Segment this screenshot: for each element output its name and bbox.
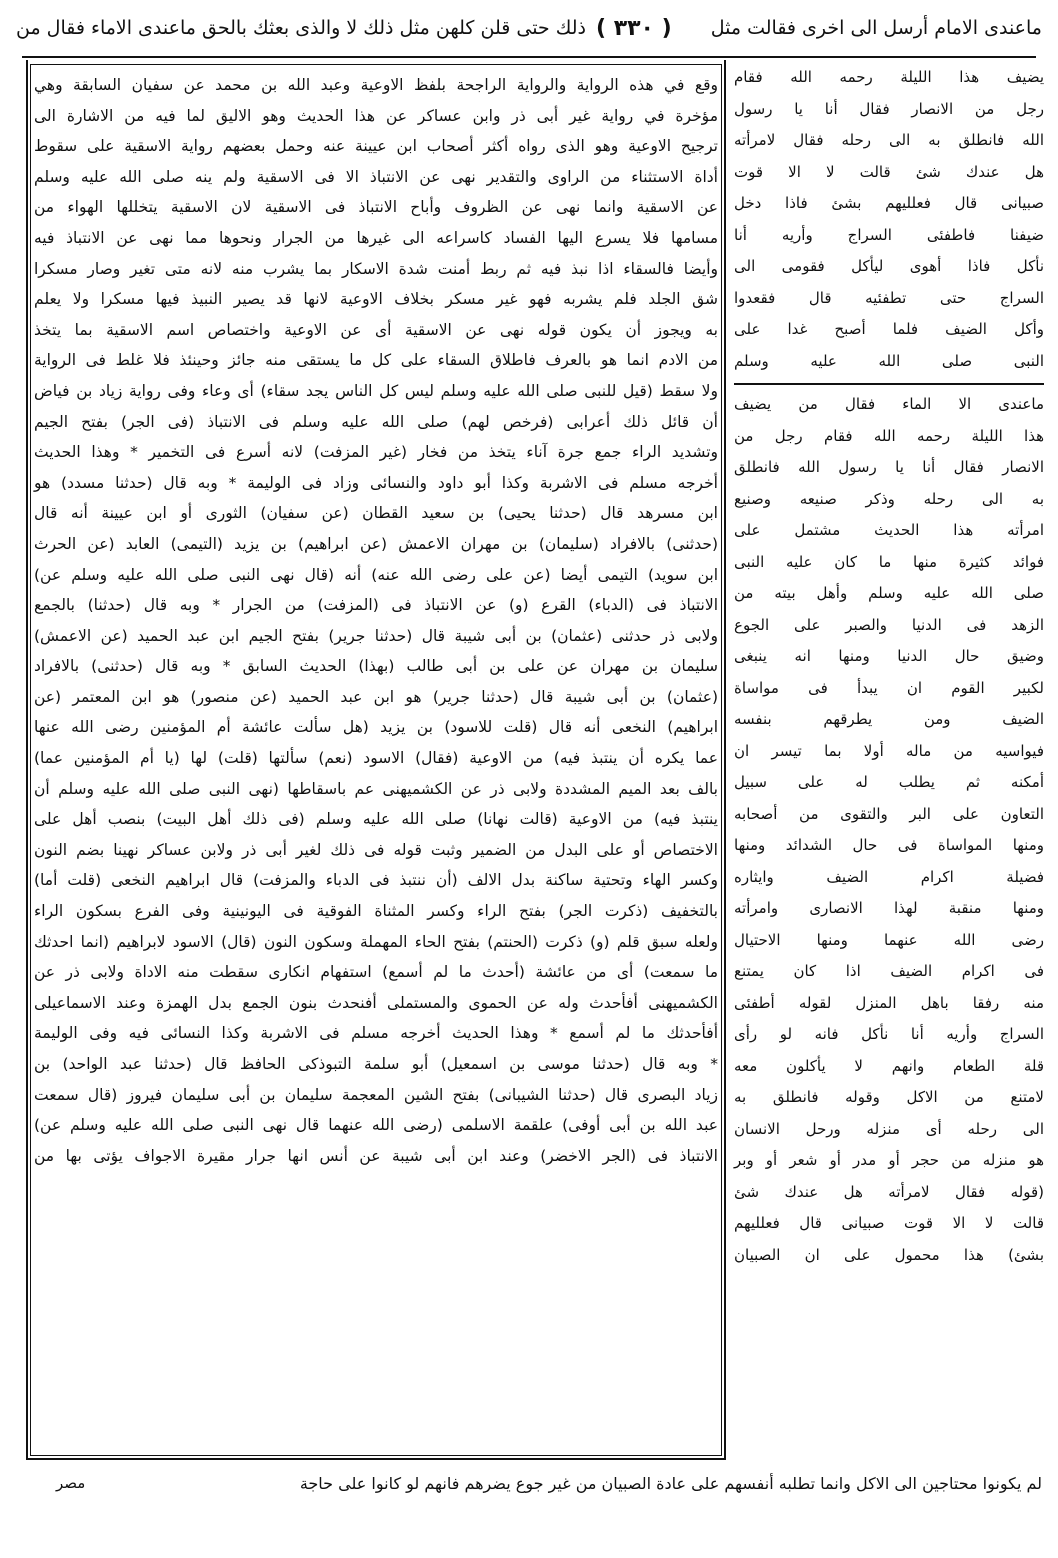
main-text-line: ما سمعت) أى من عائشة (أحدث ما لم أسمع) استفهام انكارى سقطت منه الاداة ولابى ذر عن <box>34 963 718 982</box>
margin-text-line: منه رفقا باهل المنزل لقوله أطفئى <box>734 993 1044 1012</box>
margin-divider <box>734 383 1044 385</box>
margin-text-line: أمكنه ثم يطلب له على سبيل <box>734 773 1044 791</box>
page-header <box>16 6 1042 50</box>
main-text-line: أخرجه مسلم فى الاشربة وكذا أبو داود والنسائى وزاد فى الوليمة * وبه قال (حدثنا مسدد) هو <box>34 473 718 492</box>
main-text-line: شق الجلد فلم يشربه فهو غير مسكر بخلاف الاوعية لانها قد يصير النبيذ فيها مسكرا ولا يعلم <box>34 290 718 309</box>
margin-text-line: وأكل الضيف فلما أصبح غدا على <box>734 320 1044 338</box>
margin-text-line: الله فانطلق به الى رحله فقال لامرأته <box>734 131 1044 149</box>
margin-text-line: وضيق حال الدنيا ومنها انه ينبغى <box>734 647 1044 665</box>
main-text-line: سليمان بن مهران عن على بن أبى طالب (بهذا) الحديث السابق * وبه قال (حدثنى) بالافراد <box>34 657 718 676</box>
margin-text-line: صبيانى قال فعلليهم بشئ فاذا دخل <box>734 194 1044 212</box>
main-text-line: وكسر الهاء وتحتية ساكنة بدل الالف (أن ننتبذ فى الدباء والمزفت) قال ابراهيم النخعى (قلت أما) <box>34 871 718 890</box>
margin-text-line: فى اكرام الضيف اذا كان يمتنع <box>734 962 1044 980</box>
margin-text-line: الانصار فقال أنا يا رسول الله فانطلق <box>734 458 1044 476</box>
main-text-line: الانتباذ فى (الجر الاخضر) وعند ابن أبى شيبة عن أنس انها جرار مقيرة الاجواف يؤتى بها من <box>34 1146 718 1165</box>
margin-text-line: النبى صلى الله عليه وسلم <box>734 351 1044 370</box>
main-text-line: عن الاسقية وانما نهى عن الظروف وأباح الانتباذ فى الاسقية لان الاسقية يتخللها الهواء من <box>34 198 718 217</box>
main-text-line: زياد البصرى قال (حدثنا الشيبانى) بفتح الشين المعجمة سليمان بن أبى سليمان فيروز (قال سمعت <box>34 1085 718 1104</box>
margin-text-line: نأكل فاذا أهوى ليأكل فقومى الى <box>734 257 1044 275</box>
margin-text-line: ضيفنا فاطفئى السراج وأريه أنا <box>734 225 1044 244</box>
margin-text-line: يضيف هذا الليلة رحمه الله فقام <box>734 68 1044 86</box>
main-text-line: ولعله سبق قلم (و) ذكرت (الحنتم) بفتح الحاء المهملة وسكون النون (قال) الاسود لابراهيم (انما احدثك <box>34 932 718 951</box>
margin-text-line: قلة الطعام وانهم لا يأكلون معه <box>734 1056 1044 1075</box>
main-text-line: (حدثنى) بالافراد (سليمان) بن مهران الاعمش (عن ابراهيم) بن يزيد (التيمى) العابد (عن الحرث <box>34 534 718 553</box>
main-text-line: بالتخفيف (ذكرت الجر) بفتح الراء وكسر المثناة الفوقية فى اليونينية وفى الفرع بسكون الراء <box>34 902 718 921</box>
margin-column <box>734 62 1044 1462</box>
main-text-line: وأيضا فالسقاء اذا نبذ فيه ثم ربط أمنت شدة الاسكار بما يشرب منه لانه متى تغير وصار مسكرا <box>34 259 718 278</box>
page-number: ( ٣٣٠ ) <box>595 15 672 41</box>
main-text-line: ترجيح الاوعية وهو الذى رواه أكثر أصحاب ابن عيينة عنه وحمل بعضهم رواية الاسقية على سقوط <box>34 137 718 156</box>
margin-text-line: ومنها منقبة لهذا الانصارى وامرأته <box>734 899 1044 917</box>
main-text-line: مؤخرة في رواية غير أبى ذر وابن عساكر عن هذا الحديث وهو الاليق لما فيه من الاشارة الى <box>34 106 718 125</box>
page-footer <box>56 1462 1042 1504</box>
margin-text-line: الضيف ومن يطرقهم بنفسه <box>734 710 1044 728</box>
main-text-line: بالف بعد الميم المشددة ولابى ذر عن الكشميهنى عم باسقاطها (نهى النبى صلى الله عليه وسلم أن <box>34 779 718 798</box>
main-text-line: من الادم انما هو بالعرف فاطلاق السقاء على كل ما يستقى منه جائز وحينئذ فلا غلط فى الرواية <box>34 351 718 370</box>
main-commentary-column <box>34 70 718 1450</box>
margin-text-line: هو منزله من حجر أو مدر أو شعر أو وبر <box>734 1151 1044 1169</box>
main-text-line: عبد الله بن أبى أوفى) علقمة الاسلمى (رضى الله عنهما قال نهى النبى صلى الله عليه وسلم عن) <box>34 1116 718 1135</box>
main-text-line: ينتبذ فيه) من الاوعية (قالت نهانا) صلى الله عليه وسلم (فى ذلك أهل البيت) بنصب أهل على <box>34 810 718 829</box>
main-text-line: ابراهيم) النخعى أنه قال (قلت للاسود) بن يزيد (هل سألت عائشة أم المؤمنين رضى الله عنها <box>34 718 718 737</box>
main-text-line: أداة الاستثناء من الراوى والتقدير نهى عن الانتباذ الا فى الاسقية ولم ينه صلى الله عليه وسلم <box>34 167 718 186</box>
margin-text-line: بشئ) هذا محمول على ان الصبيان <box>734 1245 1044 1264</box>
margin-text-line: صلى الله عليه وسلم وأهل بيته من <box>734 584 1044 602</box>
main-text-line: أن قائل ذلك أعرابى (فرخص لهم) صلى الله عليه وسلم فى الانتباذ (فى الجر) بفتح الجيم <box>34 412 718 431</box>
main-text-line: (عثمان) بن أبى شيبة قال (حدثنا جرير) هو ابن عبد الحميد (عن منصور) هو ابن المعتمر (عن <box>34 687 718 706</box>
margin-text-line: التعاون على البر والتقوى من أصحابه <box>734 804 1044 823</box>
main-text-line: الاختصاص أو على البدل من الضمير وثبت قوله فى ذلك لغير أبى ذر ولابن عساكر نهينا بضم النون <box>34 840 718 859</box>
main-text-line: ولابى ذر حدثنى (عثمان) بن أبى شيبة قال (حدثنا جرير) بفتح الجيم ابن عبد الحميد (عن الاعمش) <box>34 626 718 645</box>
margin-text-line: الى رحله أى منزله ورحل الانسان <box>734 1119 1044 1138</box>
margin-text-line: هذا الليلة رحمه الله فقام رجل من <box>734 426 1044 445</box>
margin-text-line: الزهد فى الدنيا والصبر على الجوع <box>734 615 1044 634</box>
margin-text-line: فضيلة اكرام الضيف وايثاره <box>734 867 1044 886</box>
main-text-line: أفأحدثك ما لم أسمع * وهذا الحديث أخرجه مسلم فى الاشربة وكذا النسائى فيه وفى الوليمة <box>34 1024 718 1043</box>
margin-text-line: امرأته هذا الحديث مشتمل على <box>734 521 1044 539</box>
header-left-text: ذلك حتى قلن كلهن مثل ذلك لا والذى بعثك بالحق ماعندى الاماء فقال من <box>16 17 586 39</box>
header-right-text: ماعندى الامام أرسل الى اخرى فقالت مثل <box>710 17 1042 39</box>
margin-text-line: رضى الله عنهما ومنها الاحتيال <box>734 930 1044 949</box>
margin-section-top <box>734 62 1044 377</box>
main-text-line: * وبه قال (حدثنا موسى بن اسمعيل) أبو سلمة التبوذكى الحافظ قال (حدثنا عبد الواحد) بن <box>34 1055 718 1073</box>
main-text-line: عما يكره أن ينتبذ فيه) من الاوعية (فقال) الاسود (نعم) سألتها (قلت) لها (يا أم المؤمنين عما) <box>34 749 718 768</box>
margin-text-line: به الى رحله وذكر صنيعه وصنيع <box>734 489 1044 508</box>
main-text-line: ابن مسرهد قال (حدثنا يحيى) بن سعيد القطان (عن سفيان) الثورى أو ابن عيينة أنه قال <box>34 504 718 523</box>
margin-text-line: لامتنع من الاكل وقوله فانطلق به <box>734 1088 1044 1106</box>
main-text-line: وقع في هذه الرواية والرواية الراجحة بلفظ الاوعية وعبد الله بن محمد عن سفيان السابقة وهي <box>34 76 718 94</box>
main-text-line: به ويجوز أن يكون قوله نهى عن الاسقية أى عن الاوعية واختصاص اسم الاسقية بما يتخذ <box>34 320 718 339</box>
margin-text-line: السراج وأريه أنا نأكل فانه لو رأى <box>734 1025 1044 1043</box>
footer-continuation-line: لم يكونوا محتاجين الى الاكل وانما تطلبه أنفسهم على عادة الصبيان من غير جوع يضرهم فانهم لو كانوا على حاجة <box>299 1473 1042 1493</box>
main-text-line: ابن سويد) التيمى أيضا (عن على رضى الله عنه) أنه (قال نهى النبى صلى الله عليه وسلم عن) <box>34 565 718 584</box>
main-text-line: الانتباذ فى (الدباء) القرع (و) عن الانتباذ فى (المزفت) من الجرار * وبه قال (حدثنا) بالجمع <box>34 596 718 615</box>
margin-text-line: ماعندى الا الماء فقال من يضيف <box>734 395 1044 413</box>
margin-text-line: فيواسيه من ماله أولا بما تيسر ان <box>734 741 1044 760</box>
main-text-line: مسامها فلا يسرع اليها الفساد كاسراعه الى غيرها من الجرار ونحوها مما نهى عن الانتباذ فيه <box>34 228 718 247</box>
margin-section-bottom <box>734 389 1044 1271</box>
main-text-line: ولا سقط (قيل للنبى صلى الله عليه وسلم ليس كل الناس يجد سقاء) أى وعاء وفى رواية زياد بن فياض <box>34 381 718 400</box>
main-text-line: الكشميهنى أفأحدث وله عن الحموى والمستملى أفنحدث بنون الجمع بدل الهمزة وعند الاسماعيلى <box>34 993 718 1012</box>
margin-text-line: قالت لا الا قوت صبيانى قال فعلليهم <box>734 1214 1044 1232</box>
margin-text-line: (قوله فقال لامرأته هل عندك شئ <box>734 1182 1044 1201</box>
margin-text-line: فوائد كثيرة منها ما كان عليه النبى <box>734 552 1044 571</box>
main-text-line: وتشديد الراء جمع جرة آناء يتخذ من فخار (غير المزفت) لانه أسرع فى التخمير * وهذا الحديث <box>34 443 718 462</box>
header-rule <box>22 56 1036 58</box>
margin-text-line: هل عندك شئ قالت لا الا قوت <box>734 162 1044 181</box>
publisher-mark: مصر <box>56 1474 86 1492</box>
margin-text-line: لكبير القوم ان يبدأ فى مواساة <box>734 678 1044 697</box>
margin-text-line: السراج حتى تطفئيه قال فقعدوا <box>734 288 1044 307</box>
margin-text-line: ومنها المواساة فى حال الشدائد ومنها <box>734 836 1044 854</box>
margin-text-line: رجل من الانصار فقال أنا يا رسول <box>734 99 1044 118</box>
